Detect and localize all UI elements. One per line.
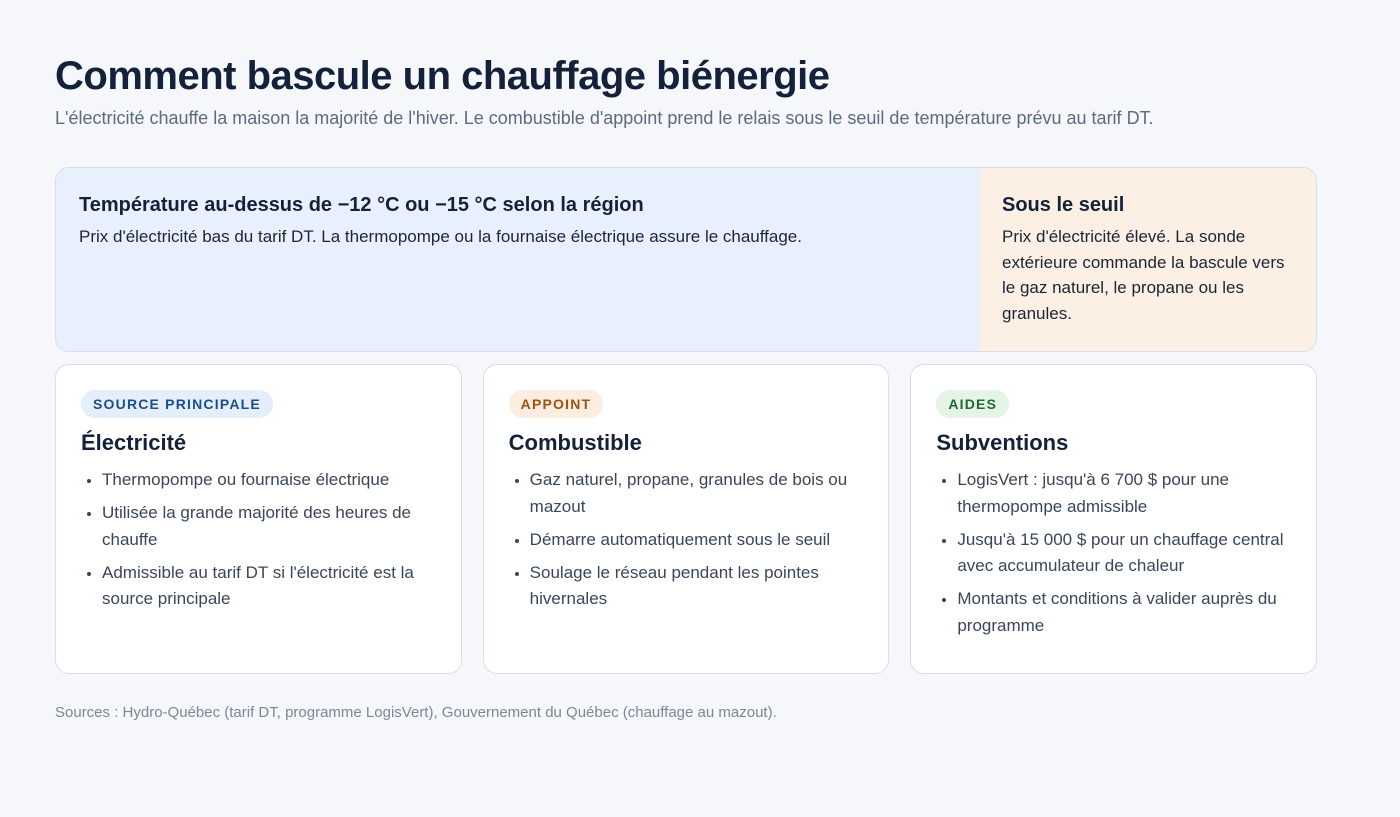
page-title: Comment bascule un chauffage biénergie	[55, 54, 830, 98]
card-combustible	[483, 364, 890, 674]
card-list	[81, 467, 436, 613]
badge-aides: AIDES	[936, 390, 1009, 418]
list-item: • Soulage le réseau pendant les pointes hivernales	[530, 560, 864, 613]
above-threshold-heading: Température au-dessus de −12 °C ou −15 °C selon la région	[79, 194, 644, 216]
below-threshold-heading: Sous le seuil	[1002, 194, 1125, 216]
below-threshold-panel	[980, 168, 1316, 351]
list-item: • Utilisée la grande majorité des heures de chauffe	[102, 500, 436, 553]
card-title: Subventions	[936, 430, 1069, 455]
temperature-threshold-band	[55, 167, 1317, 352]
badge-appoint: APPOINT	[509, 390, 604, 418]
card-list	[509, 467, 864, 613]
sources-note: Sources : Hydro-Québec (tarif DT, programme LogisVert), Gouvernement du Québec (chauffage au mazout).	[55, 704, 777, 721]
list-item: • Gaz naturel, propane, granules de bois ou mazout	[530, 467, 864, 520]
list-item: • Admissible au tarif DT si l'électricité est la source principale	[102, 560, 436, 613]
badge-source-principale: SOURCE PRINCIPALE	[81, 390, 273, 418]
card-subventions	[910, 364, 1317, 674]
list-item: • Montants et conditions à valider auprès du programme	[957, 586, 1291, 639]
cards-row	[55, 364, 1317, 674]
card-electricite	[55, 364, 462, 674]
list-item: • Démarre automatiquement sous le seuil	[530, 527, 864, 554]
above-threshold-text: Prix d'électricité bas du tarif DT. La thermopompe ou la fournaise électrique assure le chauffage.	[79, 227, 802, 246]
card-title: Électricité	[81, 430, 187, 455]
list-item: • Jusqu'à 15 000 $ pour un chauffage central avec accumulateur de chaleur	[957, 527, 1291, 580]
card-list	[936, 467, 1291, 639]
above-threshold-panel	[56, 168, 980, 351]
list-item: • Thermopompe ou fournaise électrique	[102, 467, 436, 494]
card-title: Combustible	[508, 430, 642, 455]
page-subtitle: L'électricité chauffe la maison la majorité de l'hiver. Le combustible d'appoint prend le relais sous le seuil de température prévu au tarif DT.	[55, 108, 1154, 128]
below-threshold-text: Prix d'électricité élevé. La sonde extérieure commande la bascule vers le gaz naturel, le propane ou les granules.	[1002, 227, 1285, 323]
list-item: • LogisVert : jusqu'à 6 700 $ pour une thermopompe admissible	[957, 467, 1291, 520]
